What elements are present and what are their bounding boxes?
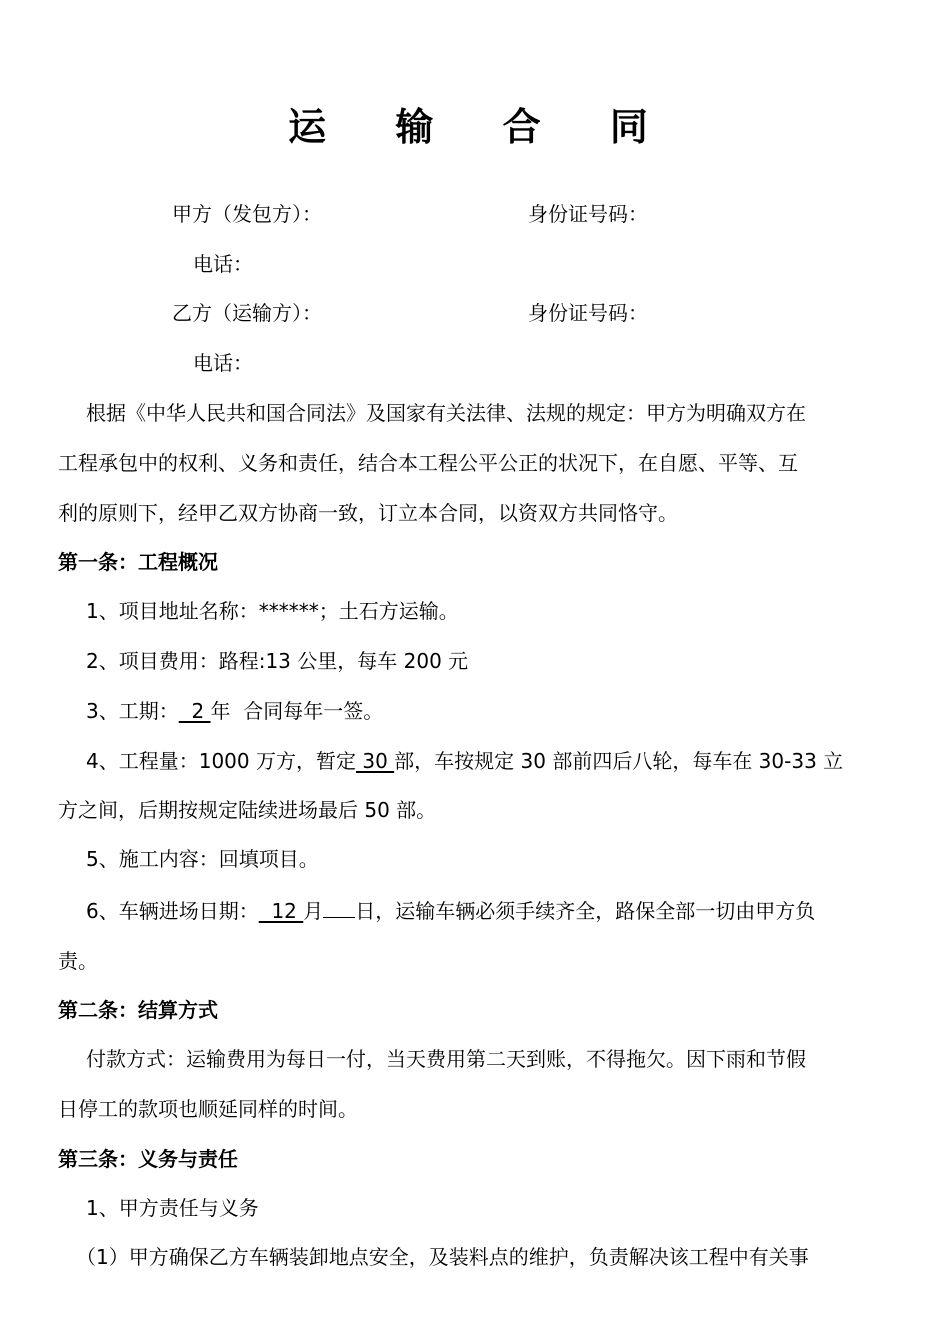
party-b-id-label: 身份证号码： [528, 301, 648, 325]
article-2-line-1: 付款方式：运输费用为每日一付，当天费用第二天到账，不得拖欠。因下雨和节假 [86, 1047, 806, 1071]
party-a-label: 甲方（发包方）： [172, 202, 322, 226]
article-1-item-5: 5、施工内容：回填项目。 [86, 847, 319, 871]
party-b-label: 乙方（运输方）： [172, 301, 322, 325]
preamble-line-2: 工程承包中的权利、义务和责任，结合本工程公平公正的状况下，在自愿、平等、互 [58, 451, 798, 475]
article-1-item-3 [86, 698, 383, 724]
entry-month-value: 12 [258, 899, 304, 923]
article-1-item-1: 1、项目地址名称：******；土石方运输。 [86, 599, 459, 623]
party-b-phone-label: 电话： [193, 351, 253, 375]
article-1-item-4 [86, 748, 843, 774]
vehicle-count-value: 30 [355, 749, 395, 773]
article-1-item-2: 2、项目费用：路程:13 公里，每车 200 元 [86, 649, 469, 673]
article-2-heading: 第二条：结算方式 [58, 998, 218, 1022]
article-3-item-1: 1、甲方责任与义务 [86, 1196, 259, 1220]
entry-day-blank [323, 897, 355, 918]
construction-period-value: 2 [178, 699, 211, 723]
item-6-prefix: 6、车辆进场日期： [86, 899, 259, 923]
item-3-prefix: 3、工期： [86, 699, 179, 723]
item-4-prefix: 4、工程量：1000 万方，暂定 [86, 749, 356, 773]
item-6-suffix: 日，运输车辆必须手续齐全，路保全部一切由甲方负 [355, 899, 816, 923]
party-a-phone-label: 电话： [193, 252, 253, 276]
article-3-heading: 第三条：义务与责任 [58, 1147, 238, 1171]
article-3-item-1-1: （1）甲方确保乙方车辆装卸地点安全，及装料点的维护，负责解决该工程中有关事 [76, 1245, 809, 1269]
article-1-heading: 第一条：工程概况 [58, 550, 218, 574]
article-1-item-4-line-2: 方之间，后期按规定陆续进场最后 50 部。 [58, 798, 437, 822]
preamble-line-3: 利的原则下，经甲乙双方协商一致，订立本合同，以资双方共同恪守。 [58, 501, 678, 525]
page-title: 运 输 合 同 [288, 105, 676, 149]
article-1-item-6-line-2: 责。 [58, 949, 98, 973]
item-6-month-unit: 月 [303, 899, 324, 923]
item-3-suffix: 年 合同每年一签。 [210, 699, 384, 723]
article-2-line-2: 日停工的款项也顺延同样的时间。 [58, 1097, 358, 1121]
item-4-suffix: 部，车按规定 30 部前四后八轮，每车在 30-33 立 [394, 749, 844, 773]
party-a-id-label: 身份证号码： [528, 202, 648, 226]
article-1-item-6 [86, 897, 815, 923]
preamble-line-1: 根据《中华人民共和国合同法》及国家有关法律、法规的规定：甲方为明确双方在 [86, 401, 806, 425]
